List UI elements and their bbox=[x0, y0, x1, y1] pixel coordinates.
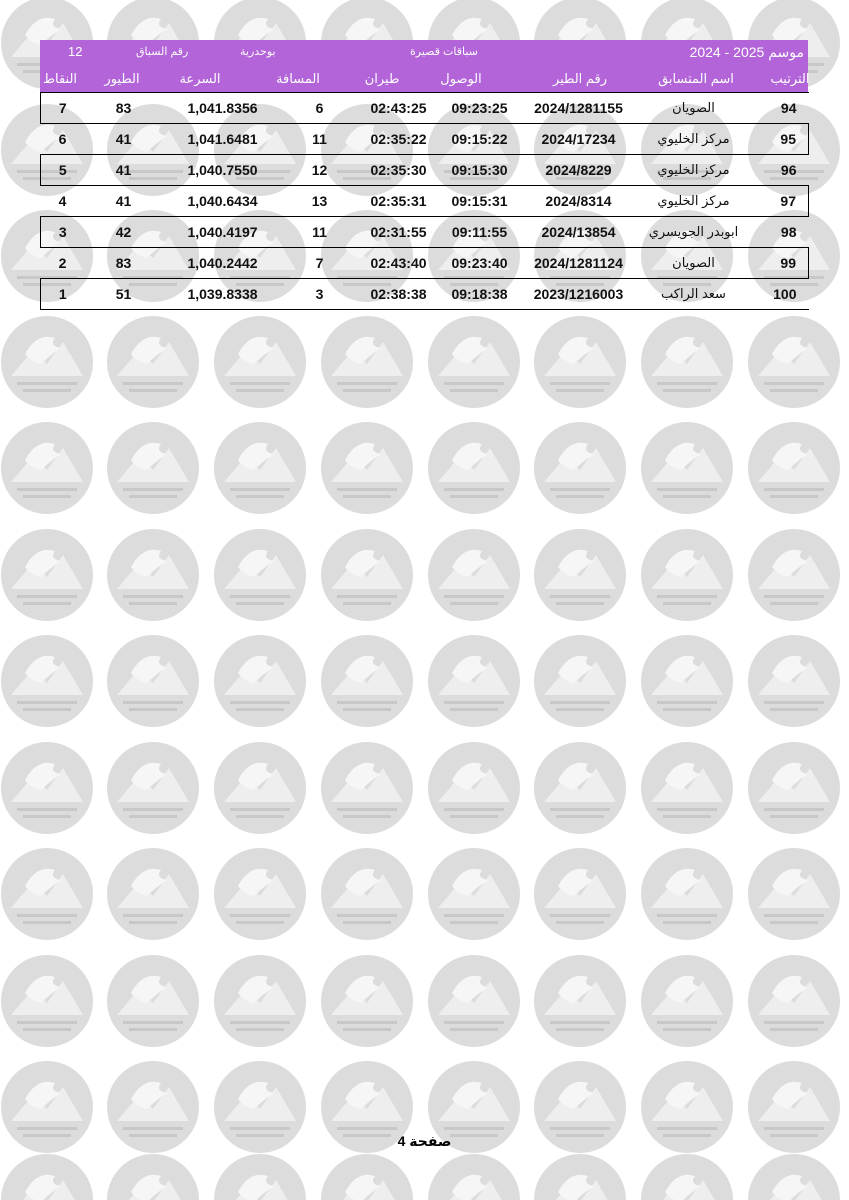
name-cell: الصويان bbox=[639, 248, 749, 279]
speed-cell: 1,041.8356 bbox=[163, 93, 283, 124]
pigeon-club-logo-icon bbox=[1, 529, 93, 621]
pigeon-club-logo-icon bbox=[641, 316, 733, 408]
name-cell: مركز الخليوي bbox=[639, 124, 749, 155]
col-rank: الترتيب bbox=[770, 71, 810, 86]
pigeon-club-logo-icon bbox=[748, 316, 840, 408]
pigeon-club-logo-icon bbox=[107, 422, 199, 514]
pigeon-club-logo-icon bbox=[534, 955, 626, 1047]
points-cell: 7 bbox=[41, 93, 85, 124]
pigeon-club-logo-icon bbox=[641, 955, 733, 1047]
results-table bbox=[40, 92, 809, 310]
rank-cell: 99 bbox=[749, 248, 809, 279]
birds-cell: 41 bbox=[85, 155, 163, 186]
col-flight: طيران bbox=[364, 71, 400, 86]
flight-cell: 02:38:38 bbox=[357, 279, 441, 310]
pigeon-club-logo-icon bbox=[428, 635, 520, 727]
pigeon-club-logo-icon bbox=[214, 1154, 306, 1200]
birds-cell: 41 bbox=[85, 124, 163, 155]
pigeon-club-logo-icon bbox=[748, 848, 840, 940]
points-cell: 5 bbox=[41, 155, 85, 186]
rank-cell: 97 bbox=[749, 186, 809, 217]
page-number: صفحة 4 bbox=[397, 1133, 452, 1149]
pigeon-club-logo-icon bbox=[534, 316, 626, 408]
race-type-label: سباقات قصيرة bbox=[410, 46, 478, 58]
race-number-value: 12 bbox=[68, 44, 83, 59]
pigeon-club-logo-icon bbox=[534, 848, 626, 940]
points-cell: 1 bbox=[41, 279, 85, 310]
table-row bbox=[41, 279, 809, 310]
flight-cell: 02:31:55 bbox=[357, 217, 441, 248]
points-cell: 4 bbox=[41, 186, 85, 217]
speed-cell: 1,040.2442 bbox=[163, 248, 283, 279]
name-cell: ابوبدر الجويسري bbox=[639, 217, 749, 248]
distance-cell: 3 bbox=[283, 279, 357, 310]
table-row bbox=[41, 248, 809, 279]
ring-cell: 2024/1281155 bbox=[519, 93, 639, 124]
table-row bbox=[41, 186, 809, 217]
rank-cell: 94 bbox=[749, 93, 809, 124]
pigeon-club-logo-icon bbox=[214, 635, 306, 727]
ring-cell: 2023/1216003 bbox=[519, 279, 639, 310]
flight-cell: 02:35:31 bbox=[357, 186, 441, 217]
rank-cell: 98 bbox=[749, 217, 809, 248]
pigeon-club-logo-icon bbox=[748, 955, 840, 1047]
pigeon-club-logo-icon bbox=[1, 635, 93, 727]
arrival-cell: 09:15:31 bbox=[441, 186, 519, 217]
pigeon-club-logo-icon bbox=[1, 1154, 93, 1200]
pigeon-club-logo-icon bbox=[641, 529, 733, 621]
pigeon-club-logo-icon bbox=[534, 635, 626, 727]
pigeon-club-logo-icon bbox=[428, 955, 520, 1047]
birds-cell: 41 bbox=[85, 186, 163, 217]
distance-cell: 13 bbox=[283, 186, 357, 217]
col-distance: المسافة bbox=[276, 71, 320, 86]
pigeon-club-logo-icon bbox=[641, 635, 733, 727]
pigeon-club-logo-icon bbox=[428, 1154, 520, 1200]
pigeon-club-logo-icon bbox=[1, 955, 93, 1047]
distance-cell: 11 bbox=[283, 124, 357, 155]
speed-cell: 1,041.6481 bbox=[163, 124, 283, 155]
col-birds: الطيور bbox=[104, 71, 140, 86]
birds-cell: 83 bbox=[85, 93, 163, 124]
header-info-row bbox=[40, 40, 808, 64]
ring-cell: 2024/17234 bbox=[519, 124, 639, 155]
pigeon-club-logo-icon bbox=[214, 529, 306, 621]
pigeon-club-logo-icon bbox=[214, 955, 306, 1047]
name-cell: سعد الراكب bbox=[639, 279, 749, 310]
arrival-cell: 09:15:22 bbox=[441, 124, 519, 155]
pigeon-club-logo-icon bbox=[214, 848, 306, 940]
col-name: اسم المتسابق bbox=[658, 71, 734, 86]
speed-cell: 1,040.6434 bbox=[163, 186, 283, 217]
pigeon-club-logo-icon bbox=[428, 848, 520, 940]
speed-cell: 1,040.7550 bbox=[163, 155, 283, 186]
pigeon-club-logo-icon bbox=[321, 422, 413, 514]
pigeon-club-logo-icon bbox=[321, 742, 413, 834]
ring-cell: 2024/8314 bbox=[519, 186, 639, 217]
pigeon-club-logo-icon bbox=[107, 955, 199, 1047]
table-row bbox=[41, 124, 809, 155]
arrival-cell: 09:23:25 bbox=[441, 93, 519, 124]
col-speed: السرعة bbox=[179, 71, 221, 86]
pigeon-club-logo-icon bbox=[321, 955, 413, 1047]
distance-cell: 11 bbox=[283, 217, 357, 248]
pigeon-club-logo-icon bbox=[641, 422, 733, 514]
speed-cell: 1,040.4197 bbox=[163, 217, 283, 248]
pigeon-club-logo-icon bbox=[214, 422, 306, 514]
name-cell: الصويان bbox=[639, 93, 749, 124]
col-points: النقاط bbox=[42, 71, 78, 86]
flight-cell: 02:35:30 bbox=[357, 155, 441, 186]
points-cell: 2 bbox=[41, 248, 85, 279]
pigeon-club-logo-icon bbox=[1, 848, 93, 940]
pigeon-club-logo-icon bbox=[107, 529, 199, 621]
distance-cell: 12 bbox=[283, 155, 357, 186]
pigeon-club-logo-icon bbox=[107, 1154, 199, 1200]
name-cell: مركز الخليوي bbox=[639, 155, 749, 186]
pigeon-club-logo-icon bbox=[214, 742, 306, 834]
pigeon-club-logo-icon bbox=[107, 635, 199, 727]
pigeon-club-logo-icon bbox=[321, 635, 413, 727]
pigeon-club-logo-icon bbox=[107, 316, 199, 408]
pigeon-club-logo-icon bbox=[428, 422, 520, 514]
rank-cell: 100 bbox=[749, 279, 809, 310]
arrival-cell: 09:18:38 bbox=[441, 279, 519, 310]
pigeon-club-logo-icon bbox=[321, 1154, 413, 1200]
column-headers bbox=[40, 66, 808, 92]
table-row bbox=[41, 93, 809, 124]
pigeon-club-logo-icon bbox=[428, 742, 520, 834]
table-row bbox=[41, 155, 809, 186]
arrival-cell: 09:23:40 bbox=[441, 248, 519, 279]
pigeon-club-logo-icon bbox=[428, 316, 520, 408]
pigeon-club-logo-icon bbox=[214, 316, 306, 408]
pigeon-club-logo-icon bbox=[107, 848, 199, 940]
pigeon-club-logo-icon bbox=[534, 529, 626, 621]
location-label: بوحدرية bbox=[240, 46, 276, 58]
pigeon-club-logo-icon bbox=[534, 1154, 626, 1200]
flight-cell: 02:35:22 bbox=[357, 124, 441, 155]
birds-cell: 83 bbox=[85, 248, 163, 279]
distance-cell: 6 bbox=[283, 93, 357, 124]
pigeon-club-logo-icon bbox=[321, 316, 413, 408]
arrival-cell: 09:15:30 bbox=[441, 155, 519, 186]
ring-cell: 2024/8229 bbox=[519, 155, 639, 186]
birds-cell: 42 bbox=[85, 217, 163, 248]
rank-cell: 95 bbox=[749, 124, 809, 155]
rank-cell: 96 bbox=[749, 155, 809, 186]
pigeon-club-logo-icon bbox=[428, 529, 520, 621]
pigeon-club-logo-icon bbox=[1, 742, 93, 834]
flight-cell: 02:43:25 bbox=[357, 93, 441, 124]
race-number-label: رقم السباق bbox=[136, 46, 189, 58]
pigeon-club-logo-icon bbox=[748, 1154, 840, 1200]
pigeon-club-logo-icon bbox=[534, 422, 626, 514]
pigeon-club-logo-icon bbox=[321, 529, 413, 621]
pigeon-club-logo-icon bbox=[748, 529, 840, 621]
pigeon-club-logo-icon bbox=[321, 848, 413, 940]
ring-cell: 2024/1281124 bbox=[519, 248, 639, 279]
name-cell: مركز الخليوي bbox=[639, 186, 749, 217]
pigeon-club-logo-icon bbox=[748, 742, 840, 834]
pigeon-club-logo-icon bbox=[1, 316, 93, 408]
flight-cell: 02:43:40 bbox=[357, 248, 441, 279]
table-row bbox=[41, 217, 809, 248]
pigeon-club-logo-icon bbox=[641, 848, 733, 940]
pigeon-club-logo-icon bbox=[748, 635, 840, 727]
distance-cell: 7 bbox=[283, 248, 357, 279]
results-sheet bbox=[40, 40, 808, 310]
speed-cell: 1,039.8338 bbox=[163, 279, 283, 310]
birds-cell: 51 bbox=[85, 279, 163, 310]
pigeon-club-logo-icon bbox=[641, 742, 733, 834]
pigeon-club-logo-icon bbox=[1, 422, 93, 514]
pigeon-club-logo-icon bbox=[534, 742, 626, 834]
col-ring: رقم الطير bbox=[552, 71, 608, 86]
points-cell: 6 bbox=[41, 124, 85, 155]
pigeon-club-logo-icon bbox=[107, 742, 199, 834]
col-arrival: الوصول bbox=[440, 71, 482, 86]
season-label: موسم 2025 - 2024 bbox=[689, 44, 804, 60]
pigeon-club-logo-icon bbox=[748, 422, 840, 514]
header-band bbox=[40, 40, 808, 92]
arrival-cell: 09:11:55 bbox=[441, 217, 519, 248]
pigeon-club-logo-icon bbox=[641, 1154, 733, 1200]
ring-cell: 2024/13854 bbox=[519, 217, 639, 248]
points-cell: 3 bbox=[41, 217, 85, 248]
